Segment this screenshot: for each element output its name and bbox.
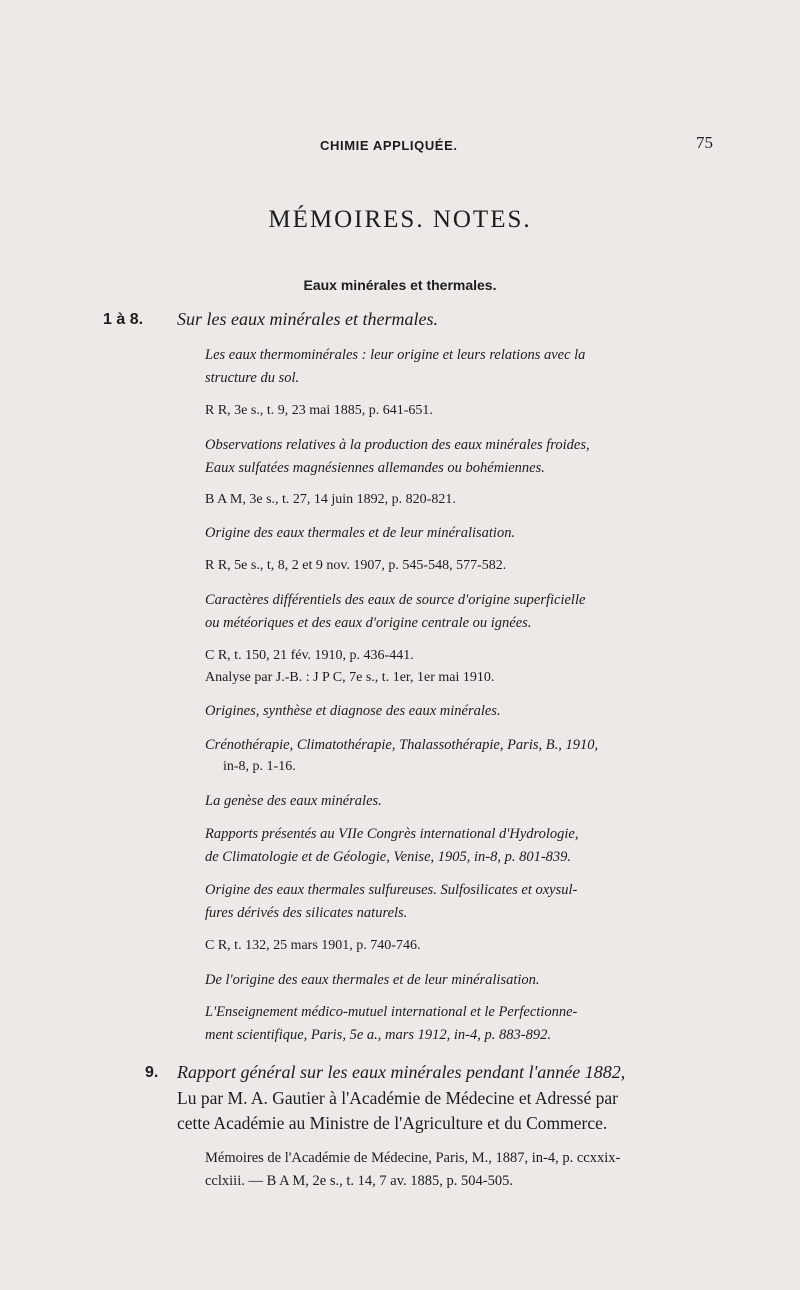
ref-title-line: Origines, synthèse et diagnose des eaux minérales. (205, 703, 501, 719)
ref-title-line: L'Enseignement médico-mutuel international et le Perfectionne- (205, 1004, 578, 1020)
section-title: Eaux minérales et thermales. (303, 277, 497, 293)
ref-title-line: Origine des eaux thermales et de leur minéralisation. (205, 525, 516, 541)
citation-line: in-8, p. 1-16. (223, 759, 296, 774)
ref-title-line: de Climatologie et de Géologie, Venise, 1905, in-8, p. 801-839. (205, 849, 572, 865)
ref-title-line: Les eaux thermominérales : leur origine et leurs relations avec la (205, 347, 586, 363)
main-title: MÉMOIRES. NOTES. (268, 206, 532, 233)
ref-title-line: fures dérivés des silicates naturels. (205, 905, 408, 921)
page-number: 75 (696, 133, 713, 152)
body-line: Lu par M. A. Gautier à l'Académie de Médecine et Adressé par (177, 1088, 618, 1108)
ref-title-line: Crénothérapie, Climatothérapie, Thalassothérapie, Paris, B., 1910, (205, 737, 599, 753)
citation-line: Analyse par J.-B. : J P C, 7e s., t. 1er, 1er mai 1910. (205, 670, 495, 685)
ref-title-line: Rapports présentés au VIIe Congrès international d'Hydrologie, (205, 826, 579, 842)
ref-title-line: Observations relatives à la production des eaux minérales froides, (205, 437, 590, 453)
entry-title: Sur les eaux minérales et thermales. (177, 309, 438, 329)
running-title: CHIMIE APPLIQUÉE. (320, 138, 458, 153)
citation-line: C R, t. 150, 21 fév. 1910, p. 436-441. (205, 648, 414, 663)
citation-line: R R, 3e s., t. 9, 23 mai 1885, p. 641-651. (205, 403, 433, 418)
citation-line: cclxiii. — B A M, 2e s., t. 14, 7 av. 1885, p. 504-505. (205, 1173, 513, 1189)
citation-line: Mémoires de l'Académie de Médecine, Paris, M., 1887, in-4, p. ccxxix- (205, 1150, 621, 1166)
citation-line: C R, t. 132, 25 mars 1901, p. 740-746. (205, 938, 421, 953)
entry-number: 1 à 8. (103, 311, 144, 328)
ref-title-line: La genèse des eaux minérales. (205, 793, 382, 809)
citation-line: B A M, 3e s., t. 27, 14 juin 1892, p. 820-821. (205, 492, 456, 507)
ref-title-line: Origine des eaux thermales sulfureuses. Sulfosilicates et oxysul- (205, 882, 578, 898)
entry-title: Rapport général sur les eaux minérales pendant l'année 1882, (177, 1062, 626, 1082)
citation-line: R R, 5e s., t, 8, 2 et 9 nov. 1907, p. 545-548, 577-582. (205, 558, 507, 573)
ref-title-line: structure du sol. (205, 370, 300, 386)
ref-title-line: De l'origine des eaux thermales et de leur minéralisation. (205, 972, 540, 988)
body-line: cette Académie au Ministre de l'Agriculture et du Commerce. (177, 1113, 608, 1133)
ref-title-line: ou météoriques et des eaux d'origine centrale ou ignées. (205, 615, 532, 631)
ref-title-line: Caractères différentiels des eaux de source d'origine superficielle (205, 592, 586, 608)
ref-title-line: Eaux sulfatées magnésiennes allemandes ou bohémiennes. (205, 460, 545, 476)
ref-title-line: ment scientifique, Paris, 5e a., mars 1912, in-4, p. 883-892. (205, 1027, 551, 1043)
entry-number: 9. (145, 1064, 159, 1081)
